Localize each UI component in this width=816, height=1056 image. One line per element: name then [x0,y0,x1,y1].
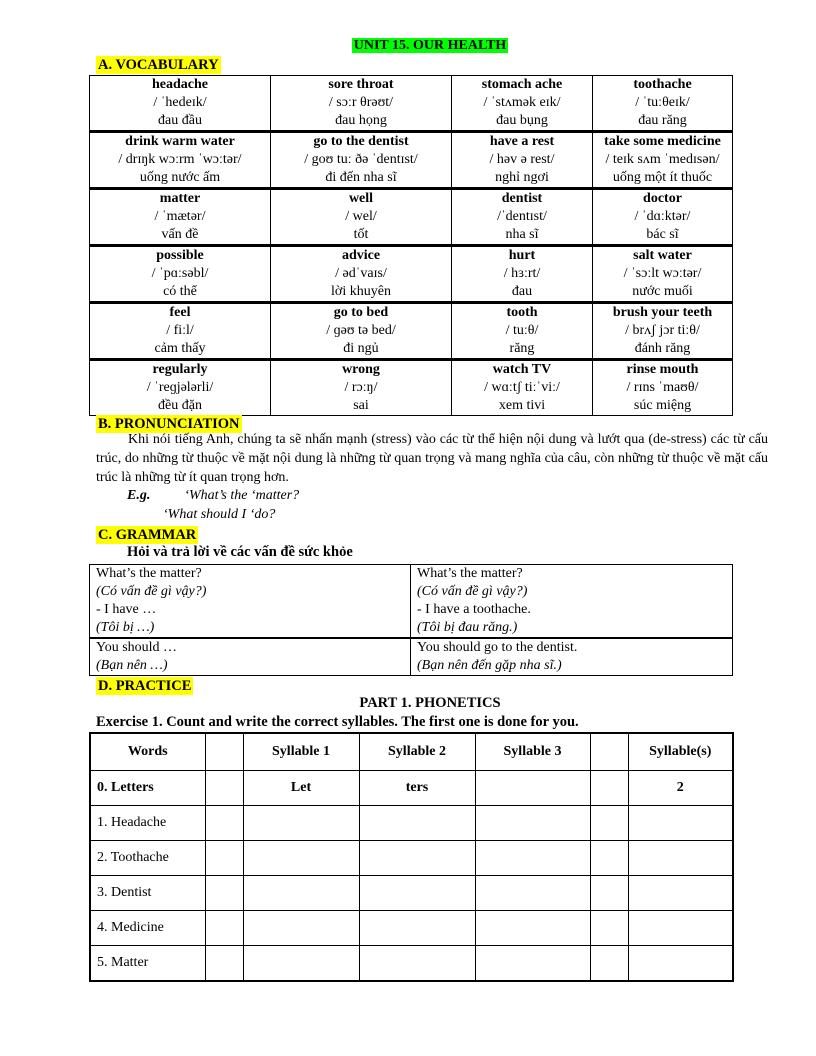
vocab-word: brush your teeth [612,305,713,320]
vocabulary-table [89,75,733,416]
vocab-meaning: nước muối [632,284,693,299]
vocab-meaning: bác sĩ [646,227,679,242]
vocab-meaning: uống nước ấm [139,170,221,185]
vocab-cell [271,132,452,189]
vocab-meaning: có thể [163,284,197,299]
answer-cell[interactable] [475,841,590,876]
vocab-cell [593,246,733,303]
grammar-cell: What’s the matter? (Có vấn đề gì vậy?) - I have a toothache. (Tôi bị đau răng.) [411,565,733,639]
table-row [90,946,733,982]
vocab-meaning: đau bụng [496,113,548,128]
vocab-meaning: lời khuyên [331,284,391,299]
vocab-word: salt water [633,248,692,263]
vocab-phonetic: / wɑːtʃ tiːˈviː/ [484,380,560,395]
grammar-row [90,638,733,676]
answer-cell [590,771,628,806]
exercise-1-instruction: Exercise 1. Count and write the correct syllables. The first one is done for you. [96,714,579,730]
vocab-word: possible [156,248,204,263]
vocab-phonetic: / tuːθ/ [505,323,539,338]
section-c-heading: C. GRAMMAR [98,527,197,543]
vocab-meaning: xem tivi [498,398,546,413]
vocab-phonetic: / ˈstʌmək eɪk/ [483,95,561,110]
syllable-table [89,732,734,982]
vocab-cell [271,360,452,416]
vocab-phonetic: / ˈmætər/ [154,209,206,224]
word-cell: 4. Medicine [90,911,205,946]
vocab-word: wrong [342,362,380,377]
answer-cell[interactable] [205,841,243,876]
column-header: Syllable 1 [243,733,359,771]
section-d-heading: D. PRACTICE [98,678,192,694]
answer-cell[interactable] [475,806,590,841]
vocab-row [90,132,733,189]
vocab-meaning: đều đặn [158,398,202,413]
vocab-phonetic: / ˈsɔːlt wɔːtər/ [623,266,702,281]
vocab-word: tooth [506,305,538,320]
column-header: Syllable 2 [359,733,475,771]
section-b-heading: B. PRONUNCIATION [98,416,240,432]
answer-cell[interactable] [243,876,359,911]
grammar-cell: You should go to the dentist. (Bạn nên đến gặp nha sĩ.) [411,638,733,676]
answer-cell[interactable] [628,911,733,946]
vocab-meaning: cảm thấy [154,341,206,356]
grammar-subtitle: Hỏi và trả lời về các vấn đề sức khỏe [127,544,353,560]
answer-cell[interactable] [243,946,359,982]
vocab-cell [452,132,593,189]
vocab-word: go to the dentist [313,134,409,149]
answer-cell[interactable] [243,911,359,946]
word-cell: 2. Toothache [90,841,205,876]
answer-cell[interactable] [628,841,733,876]
vocab-word: feel [169,305,191,320]
vocab-cell [271,76,452,132]
vocab-meaning: nghỉ ngơi [495,170,549,185]
vocab-word: dentist [501,191,543,206]
answer-cell[interactable] [205,946,243,982]
column-header [205,733,243,771]
vocab-word: stomach ache [481,77,563,92]
vocab-word: headache [152,77,208,92]
answer-cell[interactable] [628,876,733,911]
vocab-meaning: đau họng [335,113,387,128]
answer-cell[interactable] [205,876,243,911]
vocab-cell [90,246,271,303]
vocab-phonetic: / ˈpɑːsəbl/ [151,266,209,281]
vocab-phonetic: / ˈdɑːktər/ [634,209,691,224]
vocab-meaning: nha sĩ [505,227,539,242]
vocab-word: toothache [633,77,692,92]
vocab-word: take some medicine [604,134,721,149]
vocab-cell [452,360,593,416]
answer-cell[interactable] [590,911,628,946]
vocab-cell [452,189,593,246]
vocab-row [90,303,733,360]
page-title: UNIT 15. OUR HEALTH [353,38,507,53]
vocab-phonetic: / fiːl/ [166,323,194,338]
vocab-meaning: đi đến nha sĩ [325,170,397,185]
vocab-phonetic: / rɔːŋ/ [344,380,378,395]
example-2: ‘What should I ‘do? [163,507,276,522]
vocab-phonetic: / rɪns ˈmaʊθ/ [626,380,699,395]
vocab-meaning: tốt [353,227,369,242]
vocab-cell [593,132,733,189]
vocab-meaning: răng [509,341,535,356]
vocab-word: advice [341,248,381,263]
answer-cell[interactable] [359,841,475,876]
answer-cell[interactable] [243,841,359,876]
answer-cell[interactable] [359,911,475,946]
vocab-phonetic: / goʊ tuː ðə ˈdentɪst/ [304,152,418,167]
column-header: Syllable 3 [475,733,590,771]
vocab-meaning: sai [353,398,369,413]
section-a-heading: A. VOCABULARY [98,57,219,73]
word-cell: 5. Matter [90,946,205,982]
grammar-cell: You should … (Bạn nên …) [90,638,411,676]
vocab-phonetic: / teɪk sʌm ˈmedɪsən/ [605,152,720,167]
vocab-phonetic: / drɪŋk wɔːrm ˈwɔːtər/ [118,152,242,167]
vocab-meaning: đau răng [638,113,687,128]
answer-cell[interactable] [359,806,475,841]
vocab-word: hurt [508,248,536,263]
vocab-meaning: uống một ít thuốc [612,170,713,185]
answer-cell[interactable] [359,946,475,982]
vocab-word: rinse mouth [626,362,699,377]
answer-cell: Let [243,771,359,806]
answer-cell[interactable] [243,806,359,841]
vocab-word: well [348,191,374,206]
table-row [90,911,733,946]
vocab-word: matter [159,191,201,206]
vocab-cell [452,246,593,303]
vocab-cell [593,189,733,246]
pronunciation-text: Khi nói tiếng Anh, chúng ta sẽ nhấn mạnh (stress) vào các từ thể hiện nội dung và lướt qua (de-stress) các từ cấu trúc, do những từ thuộc về mặt nội dung là những từ quan trọng và mang nghĩa của câu, còn những từ thuộc về mặt cấu trúc là những từ ít quan trọng hơn. [96,432,768,485]
part-1-heading: PART 1. PHONETICS [359,695,501,711]
vocab-row [90,246,733,303]
vocab-meaning: đau [511,284,533,299]
vocab-cell [593,76,733,132]
vocab-phonetic: / ˈreɡjələrli/ [146,380,214,395]
vocab-row [90,189,733,246]
answer-cell [205,771,243,806]
vocab-word: regularly [152,362,208,377]
vocab-word: watch TV [492,362,552,377]
answer-cell[interactable] [475,911,590,946]
answer-cell [475,771,590,806]
vocab-phonetic: / sɔːr θrəʊt/ [328,95,394,110]
vocab-phonetic: / həv ə rest/ [489,152,555,167]
vocab-word: have a rest [489,134,555,149]
column-header: Words [90,733,205,771]
vocab-word: sore throat [328,77,394,92]
answer-cell[interactable] [590,806,628,841]
syllable-table-header [90,733,733,771]
vocab-cell [271,246,452,303]
grammar-table [89,564,733,676]
vocab-phonetic: / hɜːrt/ [503,266,541,281]
vocab-cell [593,360,733,416]
answer-cell[interactable] [359,876,475,911]
table-row [90,771,733,806]
vocab-phonetic: / brʌʃ jɔr tiːθ/ [625,323,700,338]
answer-cell: 2 [628,771,733,806]
vocab-cell [452,76,593,132]
example-1: E.g. ‘What’s the ‘matter? [127,488,300,503]
grammar-row [90,565,733,639]
vocab-row [90,360,733,416]
vocab-phonetic: /ˈdentɪst/ [497,209,547,224]
column-header [590,733,628,771]
answer-cell[interactable] [590,841,628,876]
answer-cell[interactable] [628,946,733,982]
vocab-phonetic: / ədˈvaɪs/ [335,266,387,281]
answer-cell[interactable] [475,876,590,911]
vocab-phonetic: / wel/ [345,209,377,224]
vocab-word: doctor [643,191,682,206]
vocab-meaning: đánh răng [634,341,691,356]
answer-cell: ters [359,771,475,806]
column-header: Syllable(s) [628,733,733,771]
answer-cell[interactable] [475,946,590,982]
vocab-meaning: súc miệng [633,398,692,413]
vocab-cell [90,360,271,416]
word-cell: 1. Headache [90,806,205,841]
vocab-cell [271,189,452,246]
table-row [90,876,733,911]
table-row [90,841,733,876]
vocab-word: drink warm water [125,134,235,149]
vocab-cell [271,303,452,360]
vocab-meaning: vấn đề [161,227,199,242]
vocab-cell [452,303,593,360]
vocab-phonetic: / ˈtuːθeɪk/ [635,95,690,110]
vocab-cell [90,189,271,246]
vocab-meaning: đi ngủ [343,341,379,356]
vocab-cell [90,132,271,189]
word-cell: 3. Dentist [90,876,205,911]
vocab-phonetic: / ˈhedeɪk/ [153,95,207,110]
grammar-cell: What’s the matter? (Có vấn đề gì vậy?) - I have … (Tôi bị …) [90,565,411,639]
answer-cell[interactable] [590,946,628,982]
answer-cell[interactable] [205,806,243,841]
vocab-meaning: đau đầu [158,113,202,128]
vocab-cell [593,303,733,360]
vocab-phonetic: / ɡəʊ tə bed/ [326,323,396,338]
answer-cell[interactable] [590,876,628,911]
answer-cell[interactable] [628,806,733,841]
vocab-cell [90,76,271,132]
answer-cell[interactable] [205,911,243,946]
vocab-cell [90,303,271,360]
vocab-word: go to bed [333,305,389,320]
table-row [90,806,733,841]
vocab-row [90,76,733,132]
word-cell: 0. Letters [90,771,205,806]
